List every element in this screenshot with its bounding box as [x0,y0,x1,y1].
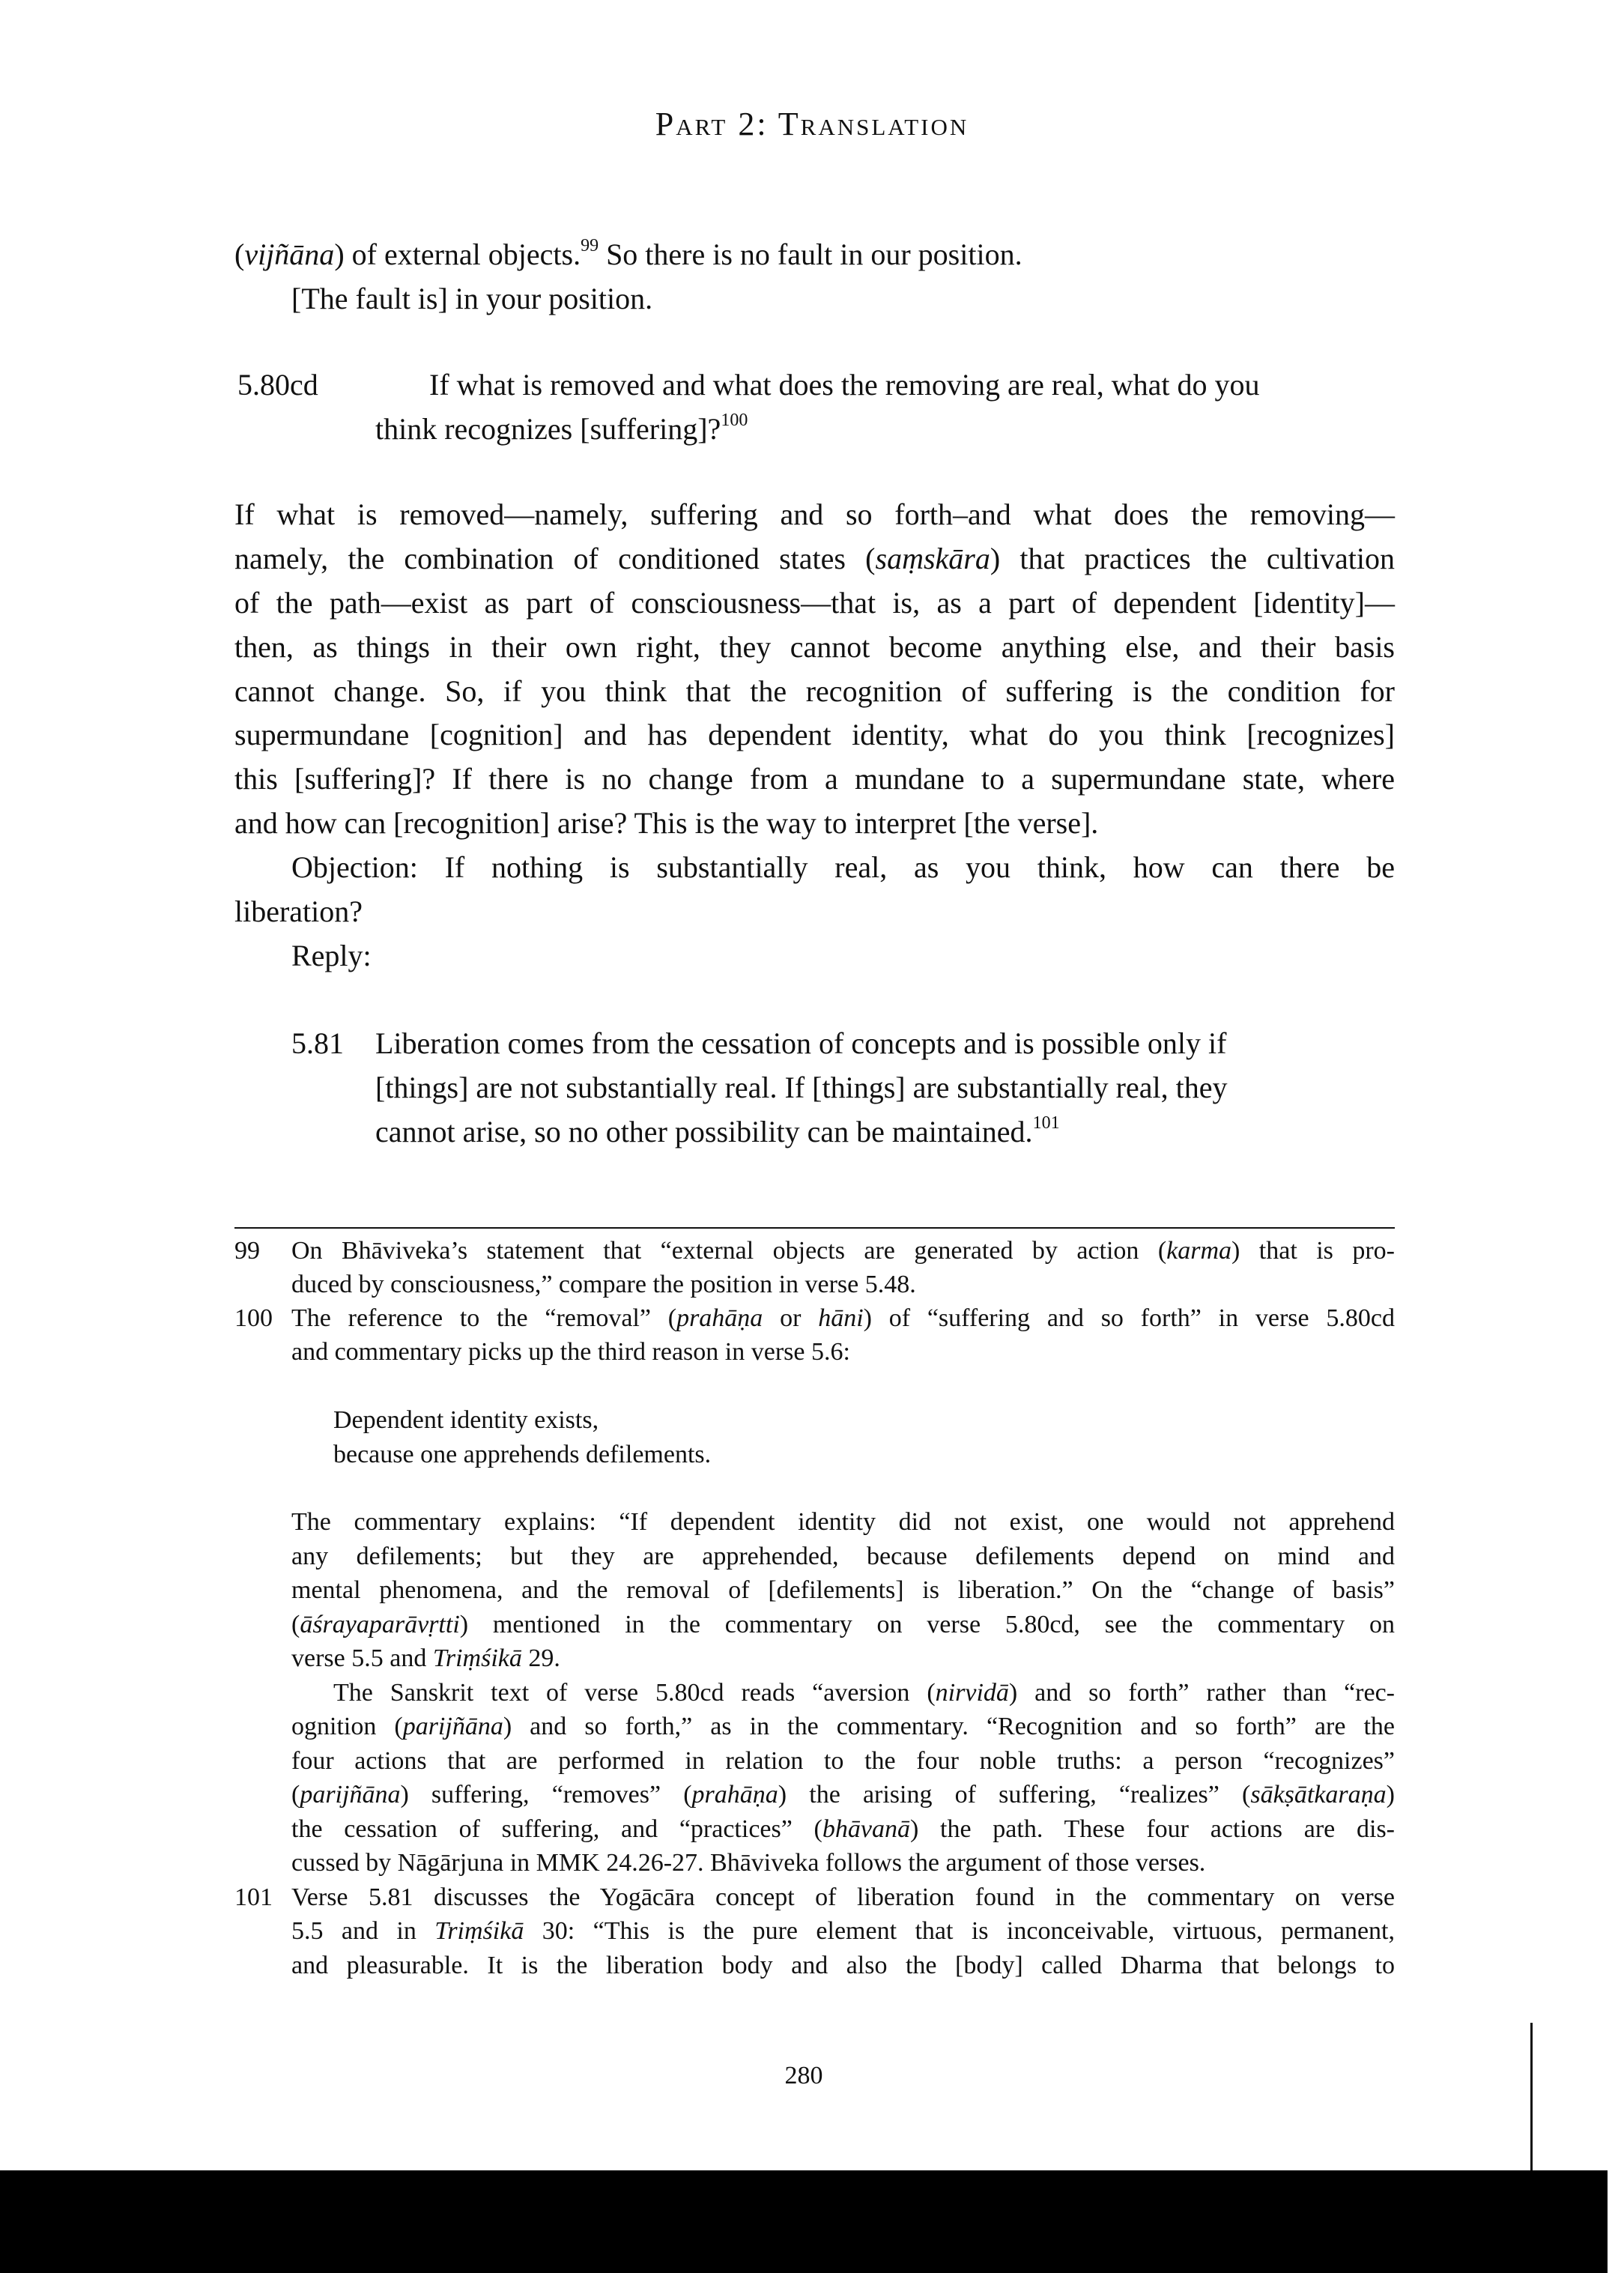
text-run: the cessation of suffering, and “practices” ( [291,1815,822,1843]
text-line [234,232,1395,276]
text-line [234,1880,1395,1915]
text-run: duced by consciousness,” compare the position in verse 5.48. [291,1271,916,1298]
text-line [333,1438,1307,1472]
text-line [234,1234,1395,1268]
text-line [234,713,1395,757]
text-run: then, as things in their own right, they cannot become anything else, and their basis [234,629,1395,664]
text-run: Verse 5.81 discusses the Yogācāra concept of liberation found in the commentary on verse [291,1883,1395,1911]
italic-term: Triṃśikā [432,1644,522,1672]
text-run: this [suffering]? If there is no change from a mundane to a supermundane state, where [234,762,1395,796]
text-run: ) of “suffering and so forth” in verse 5.80cd [863,1304,1395,1332]
text-line [291,1505,1395,1540]
intro-paragraph [234,232,1395,321]
text-line [291,1949,1395,1983]
text-run: The Sanskrit text of verse 5.80cd reads “aversion ( [333,1678,936,1707]
text-run: ) suffering, “removes” ( [400,1781,692,1809]
text-run: If what is removed—namely, suffering and so forth–and what does the removing— [234,497,1395,531]
text-run: If what is removed and what does the removing are real, what do you [429,368,1260,402]
scan-border-bar [0,2170,1608,2273]
italic-term: bhāvanā [822,1815,910,1843]
text-run: cannot arise, so no other possibility can be maintained. [375,1115,1033,1148]
text-line [291,1846,1395,1880]
text-line [291,1335,1395,1369]
text-line [291,1608,1395,1642]
italic-term: vijñāna [244,237,335,271]
text-line [291,1268,1395,1301]
text-line [234,626,1395,670]
text-run: and commentary picks up the third reason in verse 5.6: [291,1338,850,1366]
text-line [291,1021,1349,1065]
text-line [291,1914,1395,1949]
footnote-ref: 100 [721,411,748,430]
text-line [234,1301,1395,1335]
italic-term: āśrayaparāvṛtti [300,1610,460,1638]
text-run: ) that is pro- [1231,1237,1395,1265]
text-line [375,1065,1349,1110]
text-run: cussed by Nāgārjuna in MMK 24.26-27. Bhāviveka follows the argument of those verses. [291,1849,1206,1877]
text-run: [The fault is] in your position. [291,282,653,315]
text-run: ) the arising of suffering, “realizes” ( [778,1781,1251,1809]
text-line [234,581,1395,626]
text-line [291,1540,1395,1574]
text-line [375,1110,1349,1154]
footnote-ref: 99 [581,236,599,255]
text-line [291,1573,1395,1608]
text-run: supermundane [cognition] and has dependent identity, what do you think [recognizes] [234,718,1395,752]
italic-term: sākṣātkaraṇa [1250,1781,1387,1809]
footnote-block-quote [333,1403,1307,1471]
text-run: Reply: [291,938,372,972]
commentary-paragraph [234,493,1395,978]
text-run: The reference to the “removal” ( [291,1304,677,1332]
text-run: because one apprehends defilements. [333,1440,712,1468]
text-line [234,890,1395,934]
text-run: any defilements; but they are apprehended, because defilements depend on mind and [291,1542,1395,1570]
text-run: 30: “This is the pure element that is inconceivable, virtuous, permanent, [524,1917,1395,1945]
text-run: ) and so forth,” as in the commentary. “Recognition and so forth” are the [503,1713,1395,1740]
footnote-number: 100 [234,1304,273,1332]
text-run: [things] are not substantially real. If [things] are substantially real, they [375,1071,1228,1104]
footnotes-99-100 [234,1234,1395,1369]
text-run: 5.5 and in [291,1917,435,1945]
footnote-number: 99 [234,1237,260,1265]
italic-term: prahāṇa [676,1304,763,1332]
text-line [234,537,1395,581]
text-line [333,1403,1307,1438]
running-header: Part 2: Translation [655,106,969,142]
italic-term: parijñāna [300,1781,401,1809]
text-run: The commentary explains: “If dependent identity did not exist, one would not apprehend [291,1508,1395,1536]
scan-edge-line [1530,2023,1533,2173]
text-line [237,363,1349,407]
footnote-number: 101 [234,1883,273,1911]
text-run: and pleasurable. It is the liberation body and also the [body] called Dharma that belongs to [291,1951,1395,1979]
text-line [234,757,1395,802]
text-line [234,846,1395,890]
text-line [291,1812,1395,1847]
text-run: Objection: If nothing is substantially real, as you think, how can there be [291,850,1395,885]
text-line [375,407,1349,451]
footnote-divider [234,1227,1395,1229]
italic-term: saṃskāra [875,541,990,575]
italic-term: Triṃśikā [434,1917,524,1945]
text-run: verse 5.5 and [291,1644,433,1672]
text-run: ( [234,237,245,271]
text-run: ognition ( [291,1713,403,1740]
text-run: ) and so forth” rather than “rec- [1008,1678,1395,1707]
text-run: and how can [recognition] arise? This is the way to interpret [the verse]. [234,806,1099,841]
text-run: of the path—exist as part of consciousness—that is, as a part of dependent [identity]— [234,585,1395,620]
text-run: or [763,1304,819,1332]
text-run: Dependent identity exists, [333,1406,599,1434]
text-run: four actions that are performed in relation to the four noble truths: a person “recognizes” [291,1746,1395,1775]
text-line [291,1744,1395,1779]
text-line [291,1778,1395,1812]
text-line [234,802,1395,846]
verse-number: 5.80cd [237,368,318,402]
text-run: Liberation comes from the cessation of concepts and is possible only if [375,1026,1227,1060]
text-run: ) [1386,1781,1395,1809]
italic-term: parijñāna [402,1713,503,1740]
text-run: 29. [521,1644,560,1672]
text-run: ) that practices the cultivation [990,541,1395,575]
text-run: ) the path. These four actions are dis- [909,1815,1396,1843]
italic-term: prahāṇa [691,1781,778,1809]
text-run: ( [291,1781,300,1809]
text-line [234,934,1395,978]
text-line [291,1676,1395,1710]
page-number: 280 [784,2062,823,2089]
italic-term: hāni [818,1304,864,1332]
text-run: think recognizes [suffering]? [375,412,721,446]
text-run: On Bhāviveka’s statement that “external objects are generated by action ( [291,1237,1167,1265]
text-line [234,276,1395,321]
verse-number: 5.81 [291,1026,344,1060]
footnote-ref: 101 [1032,1113,1060,1133]
verse-5-80cd [237,363,1349,451]
verse-5-81 [291,1021,1349,1154]
footnotes-100-101-continued [234,1505,1396,1982]
italic-term: nirvidā [935,1678,1009,1707]
text-run: mental phenomena, and the removal of [defilements] is liberation.” On the “change of basis” [291,1576,1395,1604]
italic-term: karma [1166,1237,1232,1265]
text-line [291,1710,1395,1744]
text-line [291,1641,1395,1676]
text-run: namely, the combination of conditioned states ( [234,541,876,575]
text-run: So there is no fault in our position. [599,237,1022,271]
text-run: ( [291,1610,300,1638]
text-run: cannot change. So, if you think that the recognition of suffering is the condition for [234,674,1395,708]
text-line [234,493,1395,537]
text-run: liberation? [234,895,363,929]
text-run: ) of external objects. [334,237,581,271]
text-run: ) mentioned in the commentary on verse 5.80cd, see the commentary on [459,1610,1395,1638]
text-line [234,670,1395,714]
